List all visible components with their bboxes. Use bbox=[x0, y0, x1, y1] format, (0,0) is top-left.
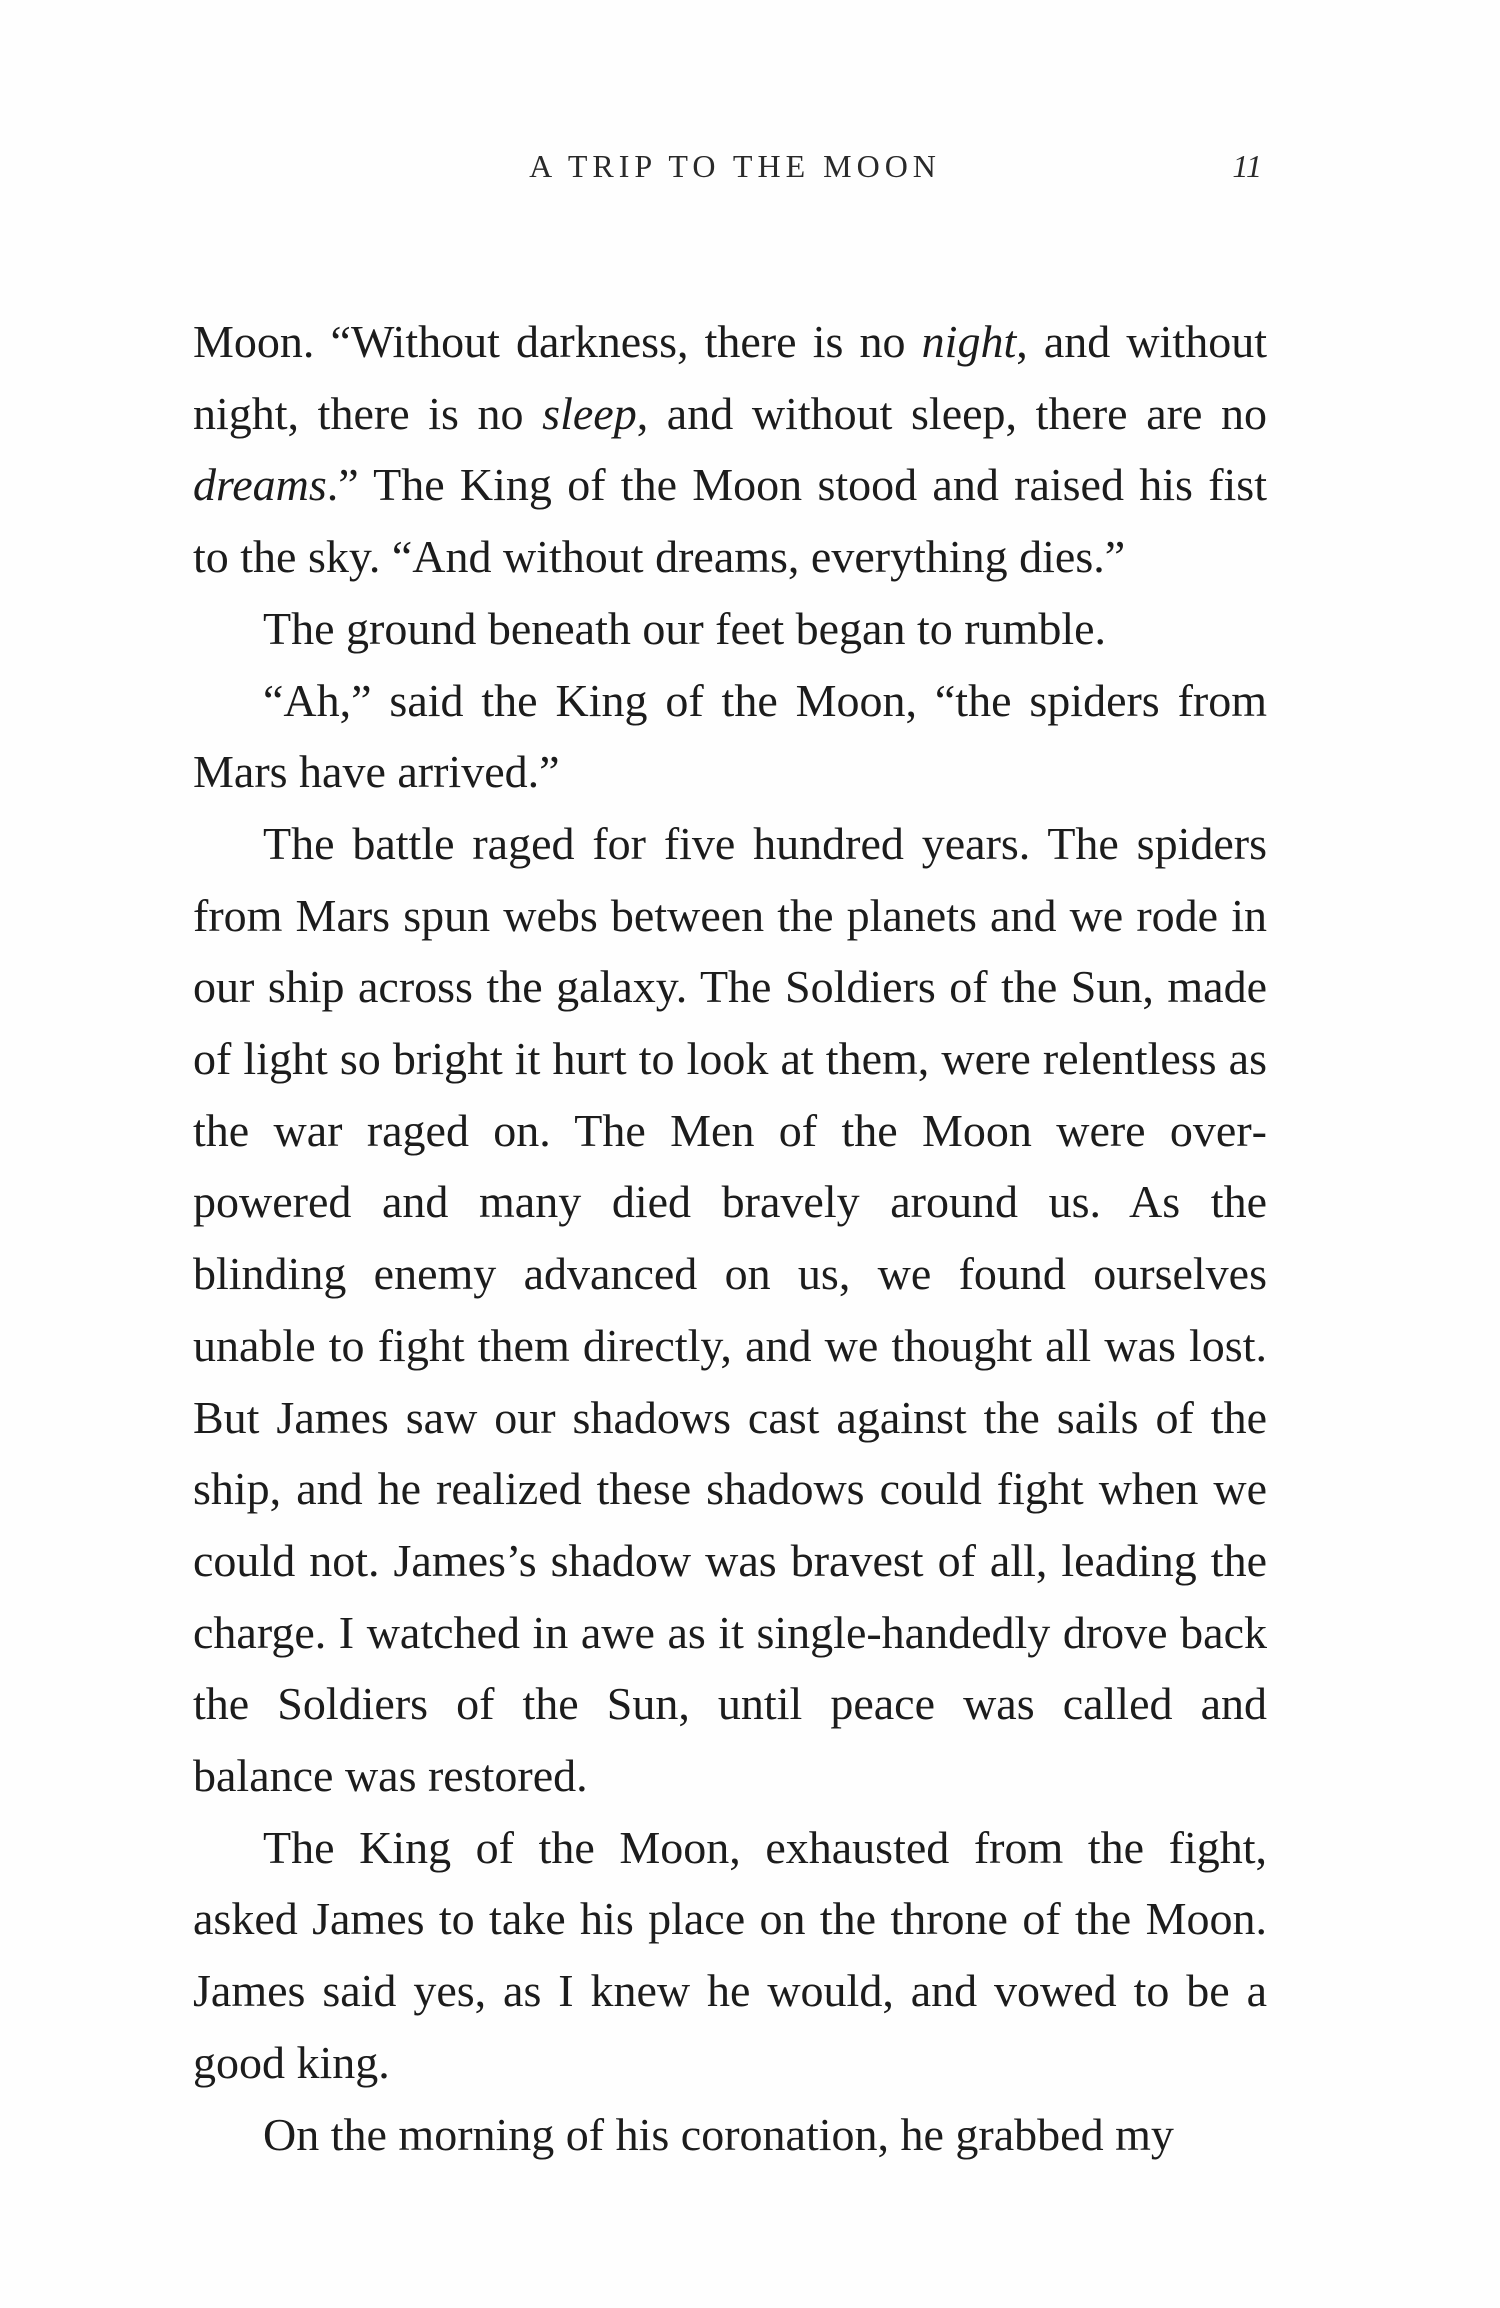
text-run: “Ah,” said the King of the Moon, “the spiders from Mars have arrived.” bbox=[193, 674, 1267, 798]
running-title: A TRIP TO THE MOON bbox=[529, 148, 941, 184]
paragraph bbox=[193, 2099, 1267, 2171]
text-run: The ground beneath our feet began to rumble. bbox=[263, 602, 1107, 654]
paragraph bbox=[193, 593, 1267, 665]
paragraph bbox=[193, 306, 1267, 593]
paragraph bbox=[193, 1812, 1267, 2099]
text-run: , and without sleep, there are no bbox=[636, 387, 1267, 439]
text-run: Moon. “Without darkness, there is no bbox=[193, 316, 922, 367]
text-run: The King of the Moon, exhausted from the fight, asked James to take his place on the throne of the Moon. James said yes, as I knew he would, and vowed to be a good king. bbox=[193, 1821, 1267, 2088]
text-run: , and without night, there is no bbox=[193, 316, 1267, 439]
paragraph bbox=[193, 665, 1267, 808]
text-run: The battle raged for five hundred years. The spiders from Mars spun webs between the planets and we rode in our ship across the galaxy. The Soldiers of the Sun, made of light so bright it hurt to look at them, were relentless as the war raged on. The Men of the Moon were overpowered and many died bravely around us. As the blinding enemy advanced on us, we found ourselves unable to fight them directly, and we thought all was lost. But James saw our shadows cast against the sails of the ship, and he realized these shadows could fight when we could not. James’s shadow was bravest of all, leading the charge. I watched in awe as it single-handedly drove back the Soldiers of the Sun, until peace was called and balance was restored. bbox=[193, 817, 1267, 1802]
body-text bbox=[193, 306, 1267, 2170]
italic-text: night bbox=[921, 316, 1017, 367]
running-head bbox=[0, 148, 1500, 188]
page-number: 11 bbox=[1232, 148, 1262, 184]
italic-text: sleep bbox=[542, 387, 637, 439]
text-run: On the morning of his coronation, he grabbed my bbox=[263, 2108, 1174, 2160]
paragraph bbox=[193, 808, 1267, 1812]
text-run: .” The King of the Moon stood and raised his fist to the sky. “And without dreams, everything dies.” bbox=[193, 459, 1267, 583]
italic-text: dreams bbox=[193, 459, 327, 511]
